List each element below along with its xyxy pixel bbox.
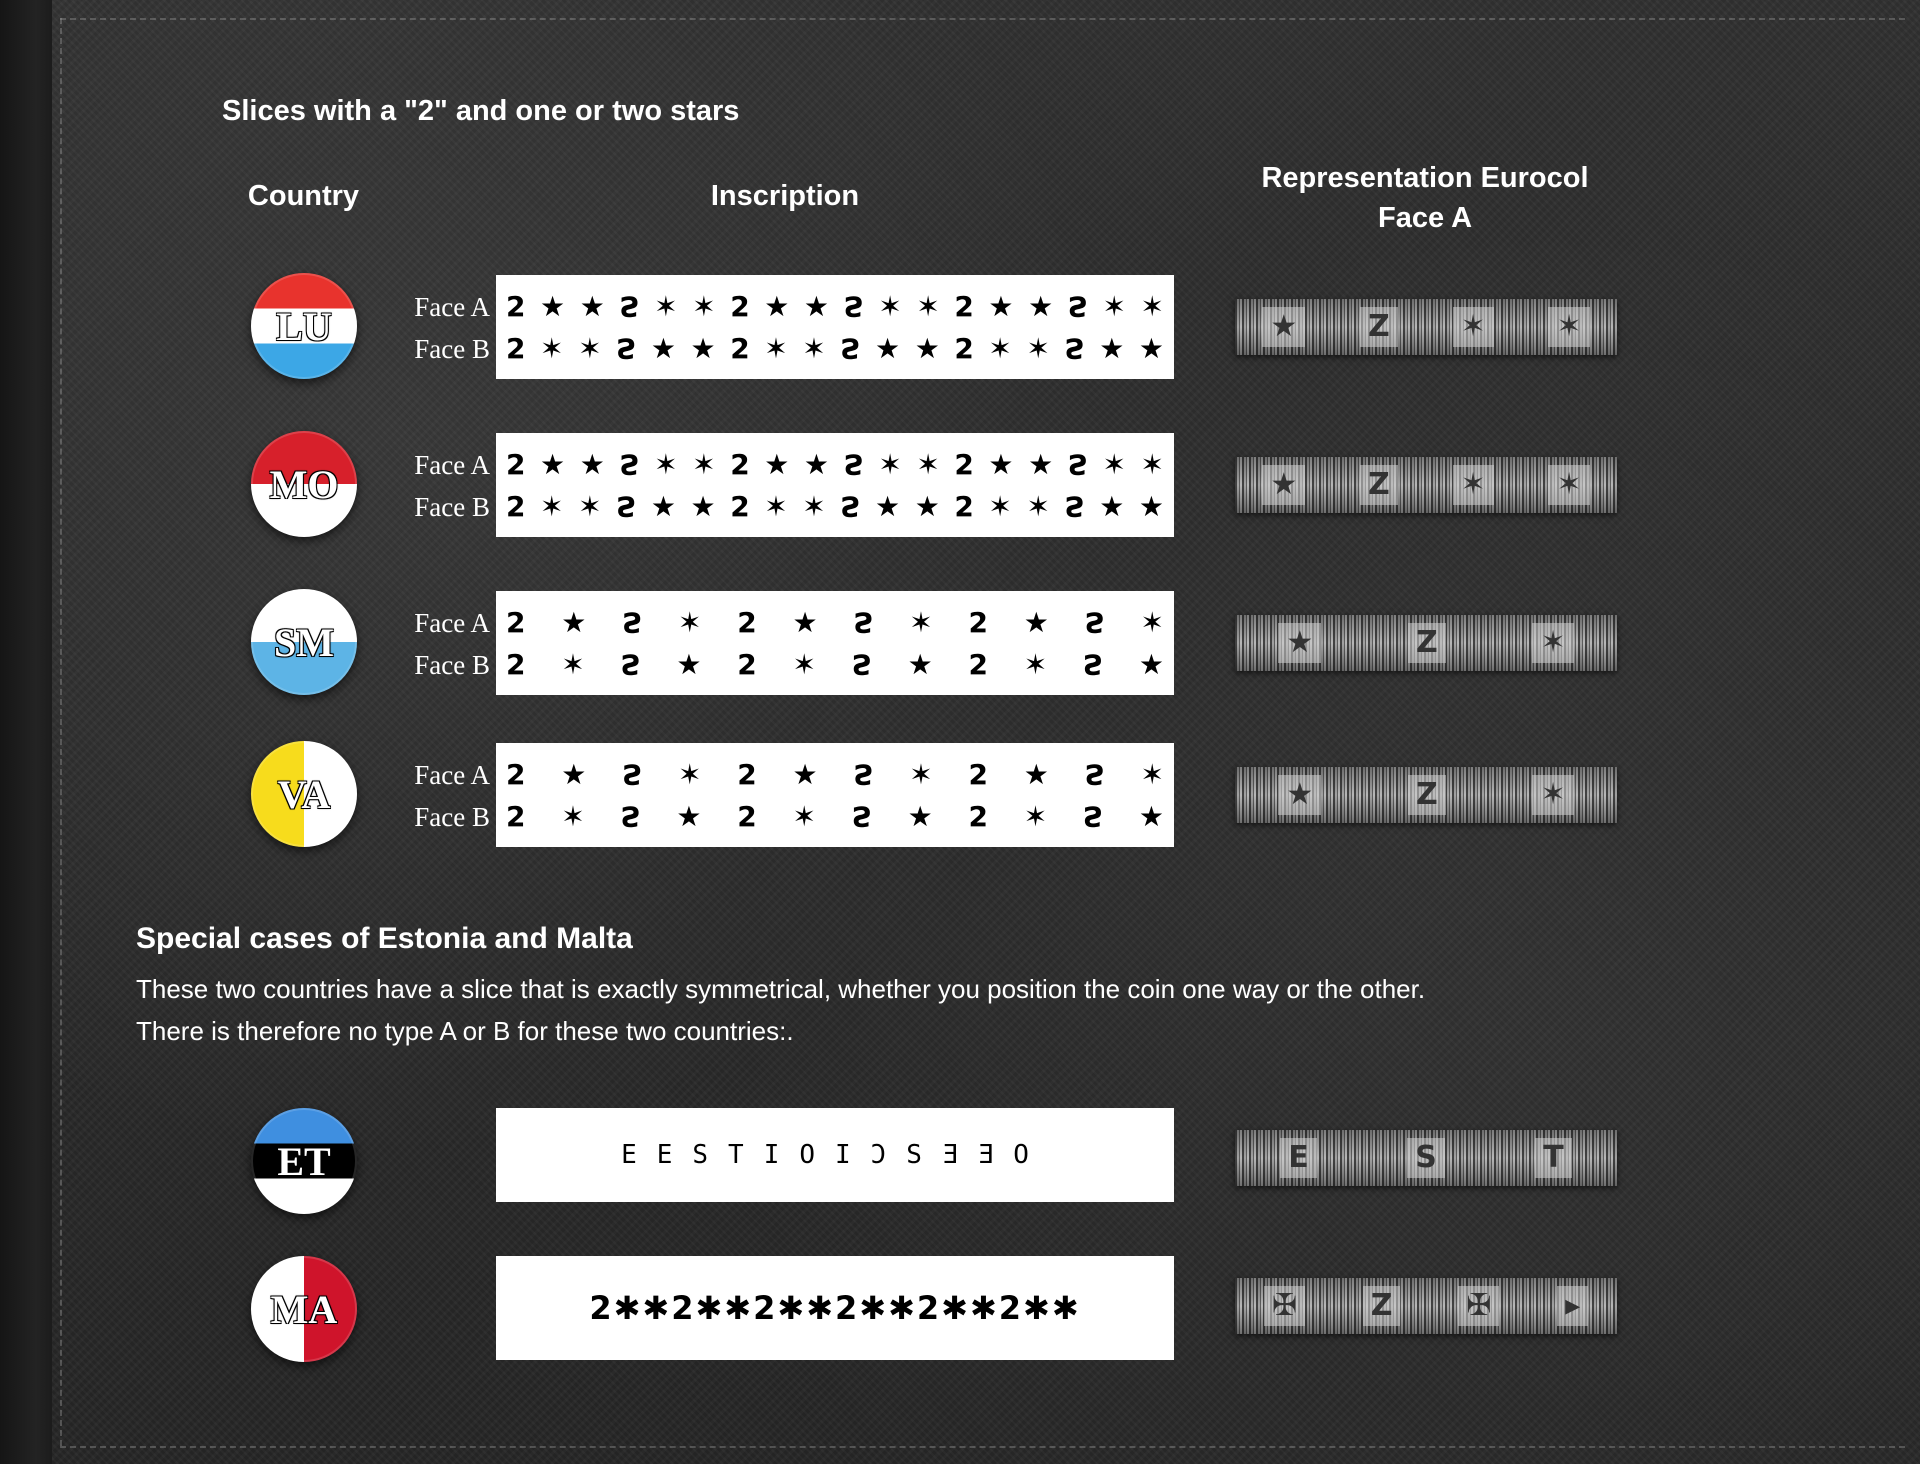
inscription-glyph: ★	[676, 799, 702, 833]
edge-glyph: Z	[1360, 307, 1398, 347]
inscription-glyph: ★	[914, 489, 940, 523]
column-header-inscription: Inscription	[710, 180, 860, 212]
inscription-line	[496, 443, 1174, 485]
edge-representation	[1235, 299, 1617, 355]
inscription-glyph: 2	[730, 489, 750, 523]
inscription-glyph: S	[616, 489, 637, 523]
inscription-strip	[496, 433, 1174, 537]
edge-glyph: Z	[1363, 1286, 1401, 1326]
inscription-glyph: ★	[540, 447, 566, 481]
inscription-strip	[496, 1108, 1174, 1202]
inscription-glyph: S	[622, 605, 643, 639]
inscription-glyph: ★	[1138, 331, 1164, 365]
edge-glyph: ✶	[1453, 465, 1494, 505]
stitching-top	[60, 18, 1905, 20]
country-code: MO	[269, 461, 339, 507]
inscription-glyph: 2	[506, 757, 526, 791]
section-heading: Slices with a "2" and one or two stars	[222, 95, 740, 127]
inscription-glyph: ✶	[1140, 447, 1164, 481]
edge-glyph: ✶	[1532, 775, 1573, 815]
inscription-glyph: S	[1067, 289, 1088, 323]
inscription-glyph: S	[616, 331, 637, 365]
inscription-glyph: S	[853, 605, 874, 639]
face-b-label: Face B	[414, 334, 490, 364]
inscription-glyph: 2	[730, 331, 750, 365]
inscription-glyph: ★	[561, 757, 587, 791]
inscription-glyph: ★	[988, 447, 1014, 481]
inscription-glyph: S	[1067, 447, 1088, 481]
inscription-glyph: ✶	[1026, 489, 1050, 523]
inscription-glyph: ✶	[1023, 799, 1048, 833]
flag-lu	[251, 273, 357, 379]
special-cases-title: Special cases of Estonia and Malta	[136, 922, 633, 955]
inscription-glyph: S	[1084, 605, 1105, 639]
inscription-glyph: ★	[650, 331, 676, 365]
inscription-glyph: S	[1082, 647, 1104, 681]
inscription-glyph: S	[619, 289, 640, 323]
edge-glyph: ✠	[1264, 1286, 1305, 1326]
edge-glyph: E	[1280, 1138, 1317, 1178]
inscription-glyph: ✶	[802, 489, 826, 523]
face-labels	[398, 754, 490, 838]
face-labels	[398, 444, 490, 528]
inscription-glyph: ★	[1138, 489, 1164, 523]
inscription-glyph: ★	[988, 289, 1014, 323]
inscription-glyph: S	[853, 757, 874, 791]
inscription-glyph: ★	[875, 331, 901, 365]
inscription-line	[496, 485, 1174, 527]
edge-glyph: Z	[1408, 775, 1446, 815]
country-code: ET	[277, 1138, 331, 1184]
inscription-glyph: ✶	[678, 757, 702, 791]
edge-representation	[1235, 1278, 1617, 1334]
inscription-glyph: ✶	[1102, 447, 1126, 481]
edge-glyph: ★	[1262, 465, 1305, 505]
inscription-strip	[496, 591, 1174, 695]
inscription-glyph: ★	[764, 447, 790, 481]
inscription-line	[496, 795, 1174, 837]
inscription-glyph: 2	[506, 331, 526, 365]
face-b-label: Face B	[414, 492, 490, 522]
inscription-glyph: 2	[730, 289, 750, 323]
edge-glyph: Z	[1408, 623, 1446, 663]
inscription-glyph: ★	[764, 289, 790, 323]
edge-glyph: ✶	[1548, 465, 1589, 505]
special-cases-line2: There is therefore no type A or B for these two countries:.	[136, 1016, 794, 1046]
inscription-glyph: 2	[954, 447, 974, 481]
inscription-glyph: 2	[968, 799, 988, 833]
inscription-line: 2✱✱2✱✱2✱✱2✱✱2✱✱2✱✱	[589, 1289, 1081, 1327]
stitching-left	[60, 18, 62, 1446]
face-b-label: Face B	[414, 802, 490, 832]
inscription-glyph: S	[620, 647, 641, 681]
inscription-glyph: ★	[579, 447, 605, 481]
inscription-glyph: 2	[506, 289, 526, 323]
inscription-glyph: ✶	[561, 799, 585, 833]
inscription-glyph: 2	[968, 647, 988, 681]
inscription-line	[496, 327, 1174, 369]
inscription-glyph: ★	[579, 289, 605, 323]
inscription-glyph: ✶	[909, 605, 933, 639]
inscription-glyph: ✶	[878, 447, 902, 481]
inscription-glyph: S	[840, 331, 861, 365]
inscription-glyph: ★	[907, 799, 933, 833]
inscription-glyph: ✶	[916, 447, 940, 481]
edge-glyph: ★	[1278, 623, 1321, 663]
inscription-glyph: S	[851, 799, 872, 833]
inscription-glyph: ✶	[540, 331, 564, 365]
inscription-glyph: ★	[561, 605, 587, 639]
inscription-line	[496, 643, 1174, 685]
inscription-glyph: ✶	[561, 647, 585, 681]
inscription-glyph: 2	[737, 757, 757, 791]
edge-glyph: ✶	[1548, 307, 1589, 347]
edge-representation	[1235, 615, 1617, 671]
inscription-glyph: ✶	[909, 757, 933, 791]
inscription-glyph: S	[840, 489, 861, 523]
inscription-line: EESTIOIƆSƎƎO	[621, 1140, 1049, 1170]
inscription-glyph: ✶	[764, 489, 788, 523]
representation-header-line2: Face A	[1377, 202, 1473, 234]
column-header-representation	[1220, 158, 1630, 238]
inscription-glyph: 2	[506, 605, 526, 639]
inscription-glyph: ★	[676, 647, 702, 681]
inscription-glyph: ★	[540, 289, 566, 323]
inscription-strip	[496, 1256, 1174, 1360]
inscription-glyph: ✶	[1023, 647, 1048, 681]
edge-glyph: T	[1535, 1138, 1571, 1178]
inscription-glyph: S	[1064, 489, 1085, 523]
edge-glyph: ★	[1262, 307, 1305, 347]
edge-glyph: ★	[1278, 775, 1321, 815]
inscription-glyph: ✶	[678, 605, 702, 639]
face-a-label: Face A	[414, 760, 490, 790]
inscription-glyph: 2	[737, 647, 757, 681]
inscription-strip	[496, 743, 1174, 847]
book-spine	[0, 0, 52, 1464]
inscription-glyph: ★	[1028, 447, 1054, 481]
inscription-line	[496, 601, 1174, 643]
inscription-glyph: ★	[1138, 647, 1164, 681]
inscription-glyph: ✶	[878, 289, 902, 323]
inscription-glyph: ✶	[792, 799, 816, 833]
face-b-label: Face B	[414, 650, 490, 680]
inscription-glyph: ★	[875, 489, 901, 523]
inscription-glyph: ✶	[802, 331, 826, 365]
representation-header-line1: Representation Eurocol	[1261, 162, 1589, 194]
inscription-glyph: ✶	[654, 447, 678, 481]
edge-glyph: ✠	[1458, 1286, 1499, 1326]
inscription-line	[496, 753, 1174, 795]
inscription-glyph: S	[1084, 757, 1105, 791]
inscription-glyph: ✶	[988, 489, 1012, 523]
face-a-label: Face A	[414, 608, 490, 638]
edge-representation	[1235, 767, 1617, 823]
inscription-glyph: 2	[737, 799, 757, 833]
inscription-glyph: S	[851, 647, 872, 681]
inscription-glyph: ★	[1023, 757, 1049, 791]
stitching-bottom	[60, 1446, 1905, 1448]
country-code: MA	[270, 1286, 338, 1332]
inscription-glyph: ✶	[988, 331, 1012, 365]
inscription-glyph: 2	[954, 489, 974, 523]
inscription-glyph: ✶	[654, 289, 678, 323]
flag-ma	[251, 1256, 357, 1362]
inscription-glyph: 2	[506, 447, 526, 481]
inscription-glyph: ✶	[1102, 289, 1126, 323]
inscription-glyph: ✶	[1140, 289, 1164, 323]
edge-glyph: S	[1407, 1138, 1445, 1178]
inscription-glyph: S	[619, 447, 640, 481]
inscription-glyph: ✶	[1140, 605, 1164, 639]
edge-glyph: ▸	[1557, 1286, 1588, 1326]
inscription-glyph: ★	[650, 489, 676, 523]
inscription-glyph: ★	[1028, 289, 1054, 323]
inscription-glyph: S	[843, 447, 864, 481]
special-cases-description	[136, 968, 1425, 1052]
inscription-glyph: ★	[803, 289, 830, 323]
inscription-strip	[496, 275, 1174, 379]
inscription-line	[496, 285, 1174, 327]
inscription-glyph: S	[1064, 331, 1085, 365]
inscription-glyph: ✶	[916, 289, 940, 323]
column-header-country: Country	[247, 180, 360, 212]
inscription-glyph: ★	[792, 757, 818, 791]
edge-glyph: ✶	[1453, 307, 1494, 347]
inscription-glyph: ★	[1099, 489, 1125, 523]
inscription-glyph: 2	[954, 331, 974, 365]
special-cases-line1: These two countries have a slice that is exactly symmetrical, whether you position the coin one way or the other.	[136, 974, 1426, 1004]
inscription-glyph: ★	[1138, 799, 1164, 833]
face-a-label: Face A	[414, 450, 490, 480]
edge-representation	[1235, 1130, 1617, 1186]
inscription-glyph: S	[620, 799, 641, 833]
inscription-glyph: ★	[690, 489, 716, 523]
inscription-glyph: 2	[737, 605, 757, 639]
inscription-glyph: 2	[730, 447, 750, 481]
flag-et	[251, 1108, 357, 1214]
inscription-glyph: ✶	[540, 489, 564, 523]
inscription-glyph: 2	[954, 289, 974, 323]
inscription-glyph: ✶	[692, 289, 716, 323]
face-labels	[398, 286, 490, 370]
inscription-glyph: S	[1082, 799, 1104, 833]
inscription-glyph: ✶	[1140, 757, 1164, 791]
inscription-glyph: ✶	[792, 647, 816, 681]
inscription-glyph: ★	[907, 647, 933, 681]
inscription-glyph: ★	[1099, 331, 1125, 365]
inscription-glyph: ★	[792, 605, 818, 639]
country-code: LU	[276, 303, 332, 349]
country-code: SM	[274, 619, 334, 665]
flag-sm	[251, 589, 357, 695]
face-a-label: Face A	[414, 292, 490, 322]
inscription-glyph: S	[622, 757, 643, 791]
inscription-glyph: ★	[690, 331, 716, 365]
face-labels	[398, 602, 490, 686]
flag-va	[251, 741, 357, 847]
inscription-glyph: 2	[506, 799, 526, 833]
inscription-glyph: S	[843, 289, 864, 323]
inscription-glyph: ✶	[692, 447, 716, 481]
inscription-glyph: ★	[914, 331, 940, 365]
inscription-glyph: ✶	[578, 331, 602, 365]
inscription-glyph: ★	[803, 447, 830, 481]
inscription-glyph: 2	[968, 757, 988, 791]
flag-mo	[251, 431, 357, 537]
inscription-glyph: 2	[968, 605, 988, 639]
inscription-glyph: 2	[506, 489, 526, 523]
inscription-glyph: 2	[506, 647, 526, 681]
inscription-glyph: ✶	[764, 331, 788, 365]
inscription-glyph: ★	[1023, 605, 1049, 639]
edge-glyph: Z	[1360, 465, 1398, 505]
edge-glyph: ✶	[1532, 623, 1573, 663]
inscription-glyph: ✶	[578, 489, 602, 523]
inscription-glyph: ✶	[1026, 331, 1050, 365]
country-code: VA	[277, 771, 331, 817]
edge-representation	[1235, 457, 1617, 513]
